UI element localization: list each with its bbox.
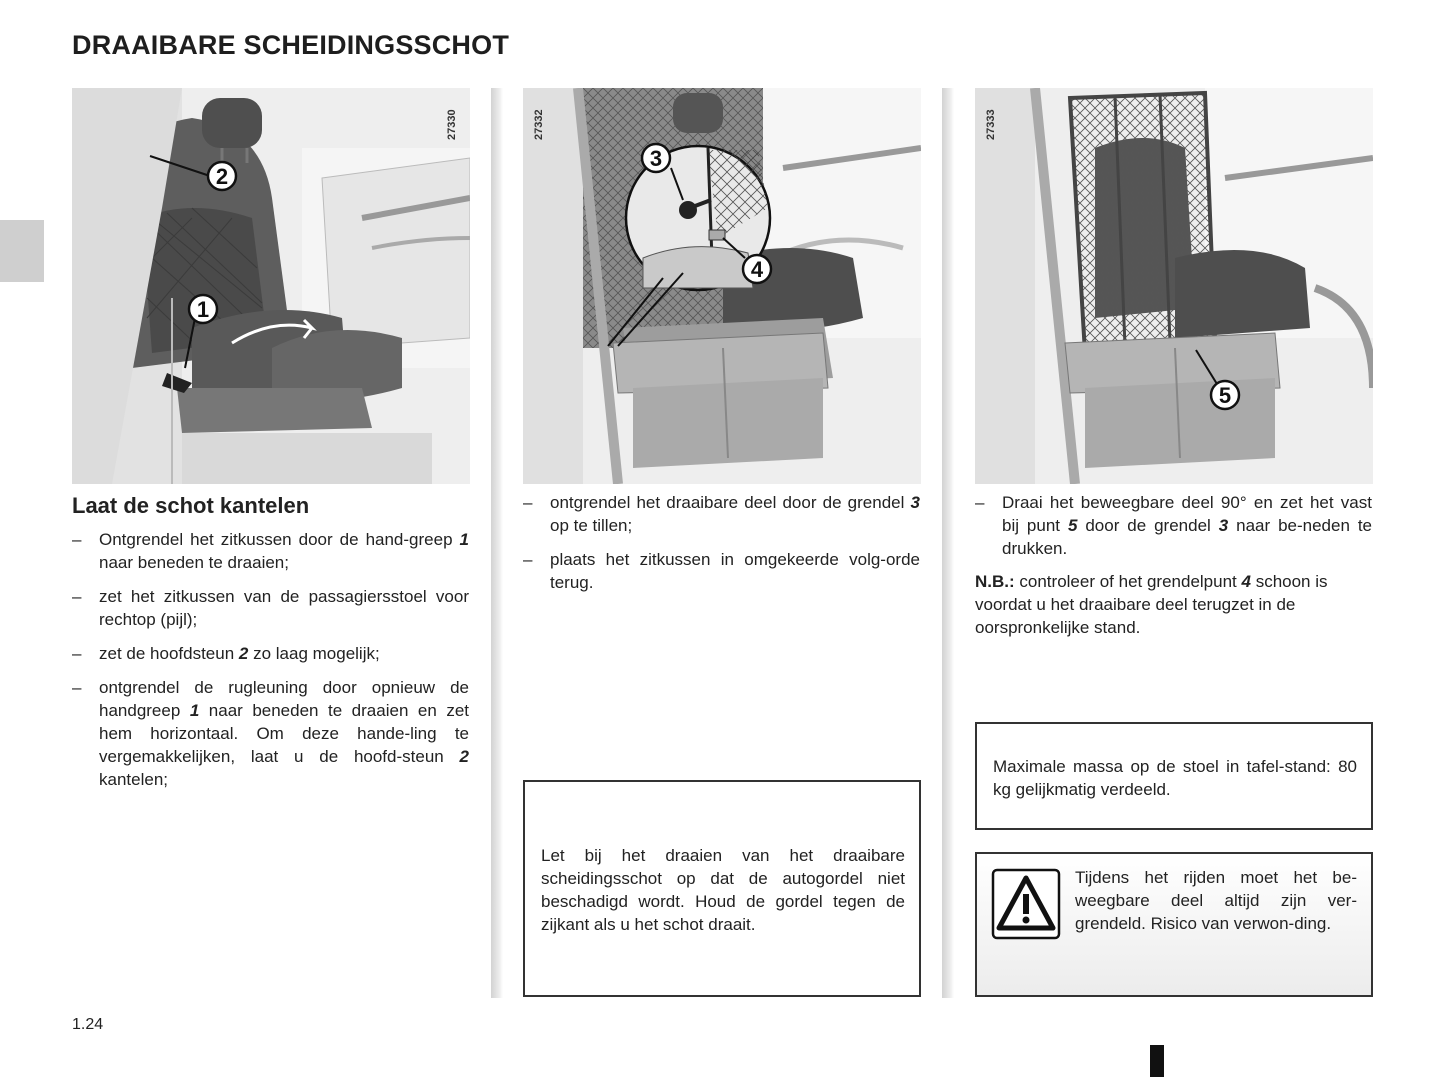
section-heading: Laat de schot kantelen [72, 493, 310, 518]
page-number: 1.24 [72, 1016, 104, 1033]
info-box-text: Let bij het draaien van het draaibare scheidingsschot op dat de autogordel niet beschadigd wordt. Houd de gordel tegen de zijkant als u het schot draait. [541, 846, 905, 934]
info-box-max-load [975, 722, 1373, 830]
info-box-seatbelt [523, 780, 921, 997]
list-item: – zet de hoofdsteun 2 zo laag mogelijk; [72, 644, 380, 663]
photo-rotated-partition [975, 88, 1373, 484]
list-item: – plaats het zitkussen in omgekeerde volg-orde terug. [523, 550, 920, 592]
list-item: – ontgrendel het draaibare deel door de grendel 3 op te tillen; [523, 493, 920, 535]
column-divider [491, 88, 503, 998]
page-edge-marker [1150, 1045, 1164, 1077]
photo-code: 27332 [533, 109, 545, 140]
column-3-text [975, 491, 1372, 639]
callout-2 [208, 162, 236, 190]
list-item: – Draai het beweegbare deel 90° en zet het vast bij punt 5 door de grendel 3 naar be-neden te drukken. [975, 493, 1373, 558]
callout-4 [743, 255, 771, 283]
photo-passenger-seat [72, 88, 470, 484]
svg-text:4: 4 [750, 257, 764, 282]
photo-code: 27333 [985, 109, 997, 140]
page-title: DRAAIBARE SCHEIDINGSSCHOT [72, 30, 510, 60]
column-divider [942, 88, 954, 998]
callout-1 [189, 295, 217, 323]
list-item: – Ontgrendel het zitkussen door de hand-greep 1 naar beneden te draaien; [72, 530, 469, 572]
warning-text: Tijdens het rijden moet het be-weegbare deel altijd zijn ver-grendeld. Risico van verwon-ding. [1075, 868, 1357, 933]
photo-seat-table [523, 88, 921, 484]
svg-text:1: 1 [196, 297, 210, 322]
list-item: – zet het zitkussen van de passagiersstoel voor rechtop (pijl); [72, 587, 469, 629]
callout-5 [1211, 381, 1239, 409]
chapter-tab [0, 220, 44, 282]
warning-icon [991, 868, 1061, 940]
column-2-text [523, 491, 920, 605]
callout-3 [642, 144, 670, 172]
svg-text:5: 5 [1218, 383, 1232, 408]
svg-text:3: 3 [649, 146, 663, 171]
column-1-text [72, 492, 469, 802]
info-box-text: Maximale massa op de stoel in tafel-stand: 80 kg gelijkmatig verdeeld. [993, 757, 1357, 799]
list-item: – ontgrendel de rugleuning door opnieuw de handgreep 1 naar beneden te draaien en zet hem horizontaal. Om deze hande-ling te vergemakkelijken, laat u de hoofd-steun 2 kantelen; [72, 678, 469, 789]
warning-box [975, 852, 1373, 997]
photo-code: 27330 [446, 109, 458, 140]
note-paragraph: N.B.: controleer of het grendelpunt 4 schoon is voordat u het draaibare deel terugzet in de oorspronkelijke stand. [975, 572, 1328, 637]
svg-text:2: 2 [215, 164, 229, 189]
